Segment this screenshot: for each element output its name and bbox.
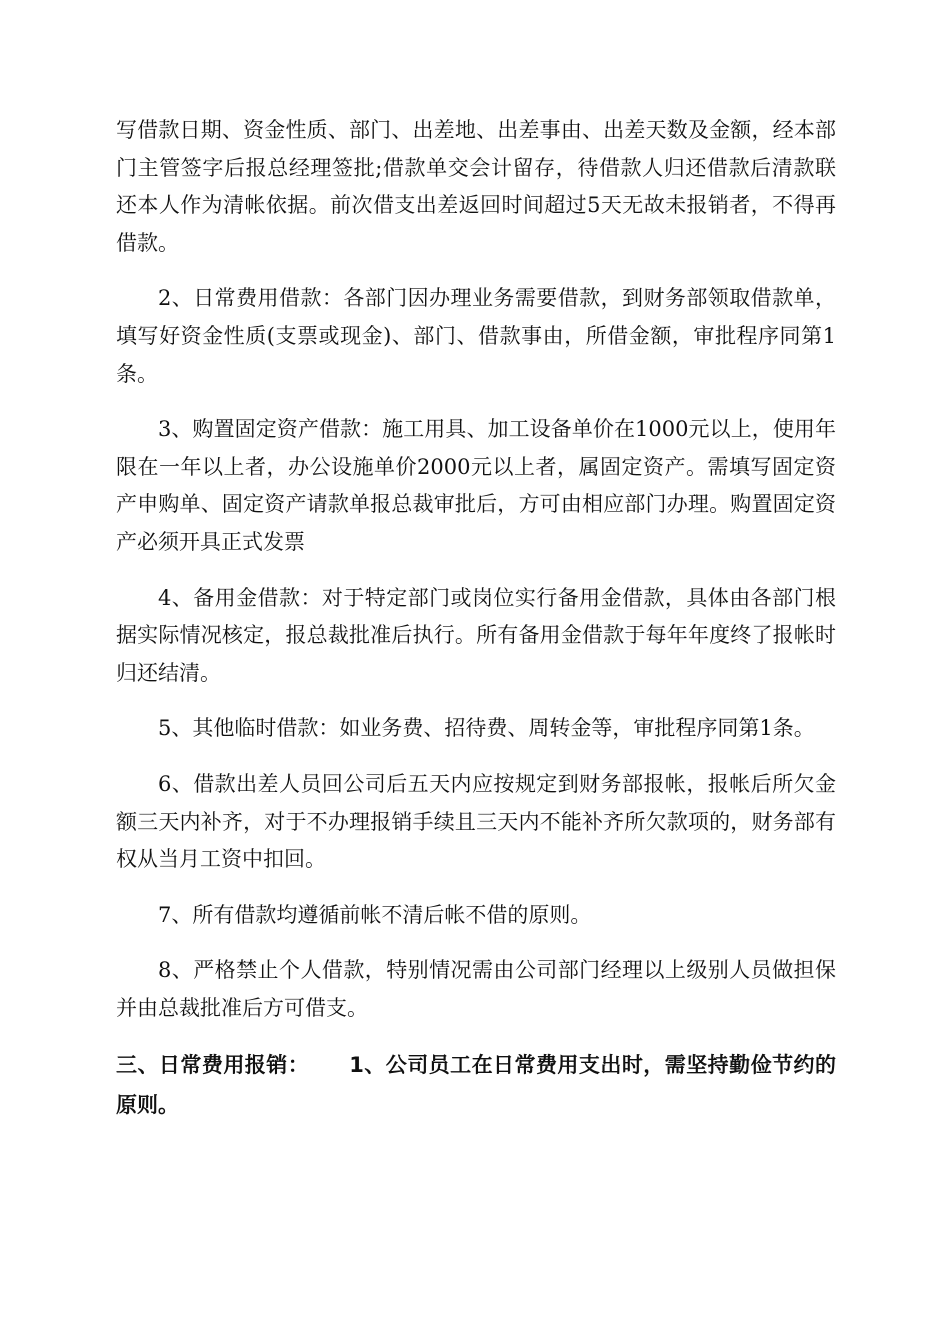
paragraph-fixed-asset-loan: 3、购置固定资产借款：施工用具、加工设备单价在1000元以上，使用年限在一年以上者，办公设施单价2000元以上者，属固定资产。需填写固定资产申购单、固定资产请款单报总裁审批后，方可由相应部门办理。购置固定资产必须开具正式发票 <box>116 417 836 554</box>
paragraph-daily-expense-loan: 2、日常费用借款：各部门因办理业务需要借款，到财务部领取借款单，填写好资金性质(支票或现金)、部门、借款事由，所借金额，审批程序同第1条。 <box>116 286 836 386</box>
document-page <box>116 112 836 1125</box>
section-text: 1、公司员工在日常费用支出时，需坚持勤俭节约的原则。 <box>116 1053 836 1118</box>
paragraph-travel-loan-continued: 写借款日期、资金性质、部门、出差地、出差事由、出差天数及金额，经本部门主管签字后报总经理签批;借款单交会计留存，待借款人归还借款后清款联还本人作为清帐依据。前次借支出差返回时间超过5天无故未报销者，不得再借款。 <box>116 118 836 255</box>
section-heading: 三、日常费用报销： <box>116 1053 310 1078</box>
section-daily-expense-reimbursement <box>116 1045 836 1125</box>
paragraph-personal-loan-ban: 8、严格禁止个人借款，特别情况需由公司部门经理以上级别人员做担保并由总裁批准后方可借支。 <box>116 958 836 1020</box>
paragraph-petty-cash-loan: 4、备用金借款：对于特定部门或岗位实行备用金借款，具体由各部门根据实际情况核定，报总裁批准后执行。所有备用金借款于每年年度终了报帐时归还结清。 <box>116 585 836 685</box>
paragraph-reimbursement-deadline: 6、借款出差人员回公司后五天内应按规定到财务部报帐，报帐后所欠金额三天内补齐，对于不办理报销手续且三天内不能补齐所欠款项的，财务部有权从当月工资中扣回。 <box>116 771 836 872</box>
paragraph-temporary-loan: 5、其他临时借款：如业务费、招待费、周转金等，审批程序同第1条。 <box>158 716 815 741</box>
paragraph-loan-principle: 7、所有借款均遵循前帐不清后帐不借的原则。 <box>158 902 592 927</box>
